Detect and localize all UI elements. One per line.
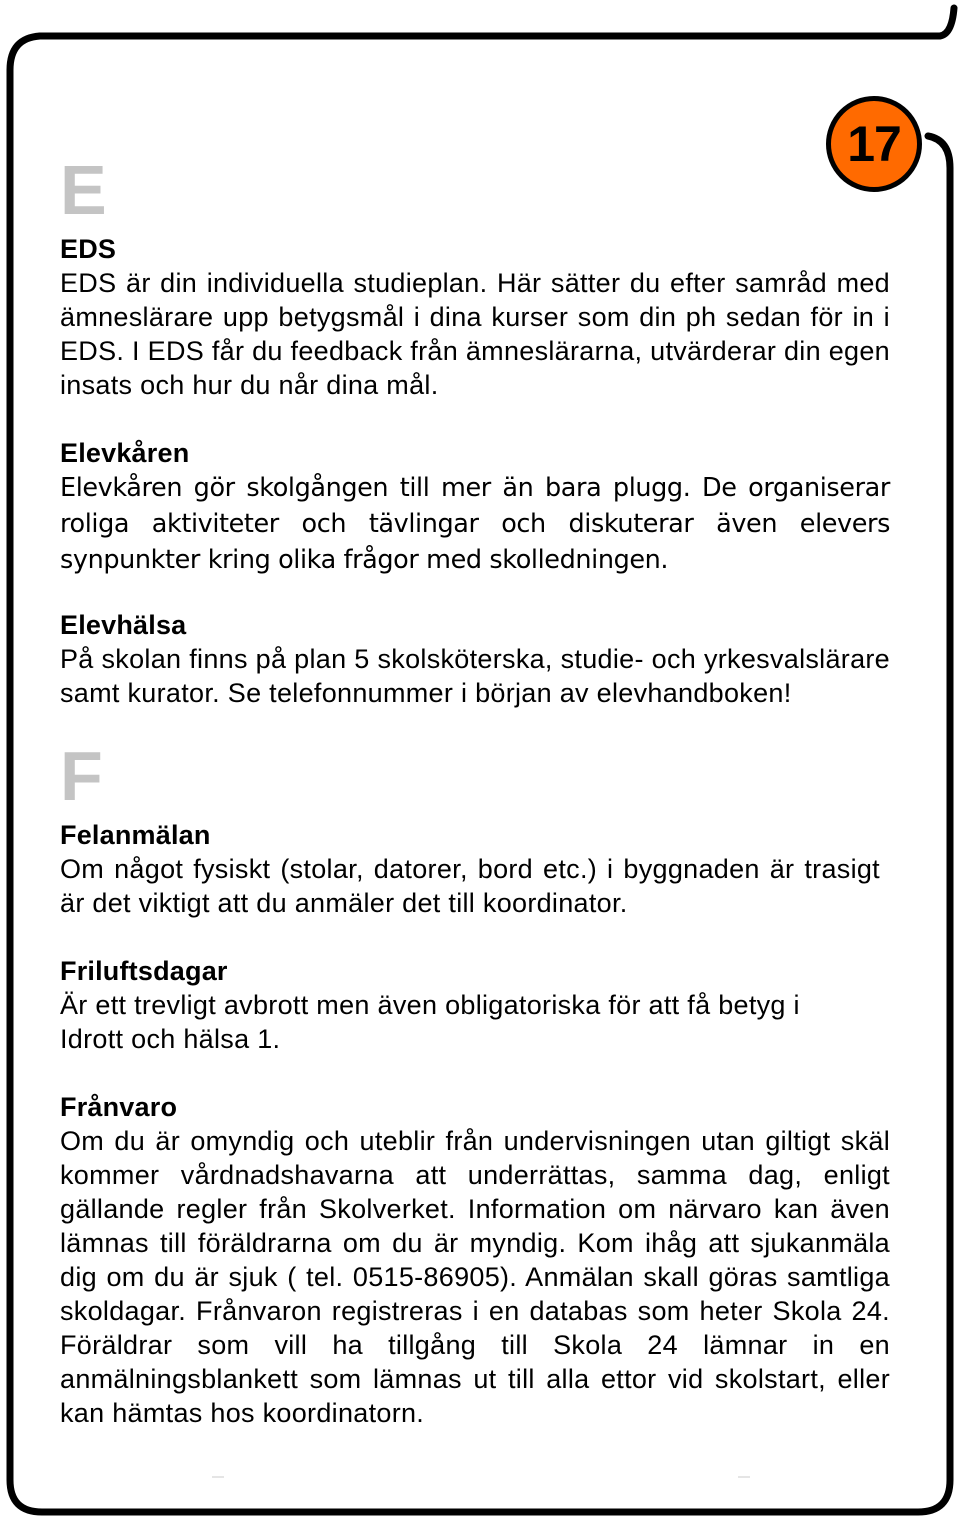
section-letter-f: F: [60, 737, 103, 815]
entry-franvaro: [60, 1090, 890, 1430]
entry-text-elevkaren: Elevkåren gör skolgången till mer än bara plugg. De organiserar roliga aktiviteter och tävlingar och diskuterar även elevers synpunkter kring olika frågor med skolledningen.: [60, 473, 890, 575]
section-letter-e: E: [60, 151, 107, 229]
section-e: [60, 150, 890, 710]
entry-text-felanmalan: Om något fysiskt (stolar, datorer, bord etc.) i byggnaden är trasigt är det viktigt att du anmäler det till koordinator.: [60, 854, 880, 918]
entry-elevkaren: [60, 436, 890, 578]
entry-text-franvaro: Om du är omyndig och uteblir från undervisningen utan giltigt skäl kommer vårdnadshavarna att underrättas, samma dag, enligt gällande regler från Skolverket. Information om närvaro kan även lämnas till föräldrarna om du är myndig. Kom ihåg att sjukanmäla dig om du är sjuk ( tel. 0515-86905). Anmälan skall göras samtliga skoldagar. Frånvaron registreras i en databas som heter Skola 24. Föräldrar som vill ha tillgång till Skola 24 lämnar in en anmälningsblankett som lämnas ut till alla ettor vid skolstart, eller kan hämtas hos koordinatorn.: [60, 1126, 890, 1428]
entry-friluftsdagar: [60, 954, 890, 1056]
page-number: 17: [847, 116, 901, 172]
footer-mark-left: [212, 1476, 224, 1478]
entry-title-felanmalan: Felanmälan: [60, 820, 211, 850]
entry-title-franvaro: Frånvaro: [60, 1092, 178, 1122]
entry-eds: [60, 232, 890, 402]
footer-mark-right: [738, 1476, 750, 1478]
section-f: [60, 736, 890, 1430]
entry-title-elevkaren: Elevkåren: [60, 438, 190, 468]
entry-text-elevhalsa: På skolan finns på plan 5 skolsköterska, studie- och yrkesvalslärare samt kurator. Se telefonnummer i början av elevhandboken!: [60, 644, 890, 708]
page-content: [60, 150, 890, 1430]
entry-text-friluftsdagar: Är ett trevligt avbrott men även obligatoriska för att få betyg i Idrott och hälsa 1.: [60, 990, 800, 1054]
entry-title-elevhalsa: Elevhälsa: [60, 610, 187, 640]
entry-title-eds: EDS: [60, 234, 117, 264]
entry-title-friluftsdagar: Friluftsdagar: [60, 956, 228, 986]
entry-felanmalan: [60, 818, 890, 920]
entry-elevhalsa: [60, 608, 890, 710]
entry-text-eds: EDS är din individuella studieplan. Här sätter du efter samråd med ämneslärare upp betygsmål i dina kurser som din ph sedan för in i EDS. I EDS får du feedback från ämneslärarna, utvärderar din egen insats och hur du når dina mål.: [60, 268, 890, 400]
